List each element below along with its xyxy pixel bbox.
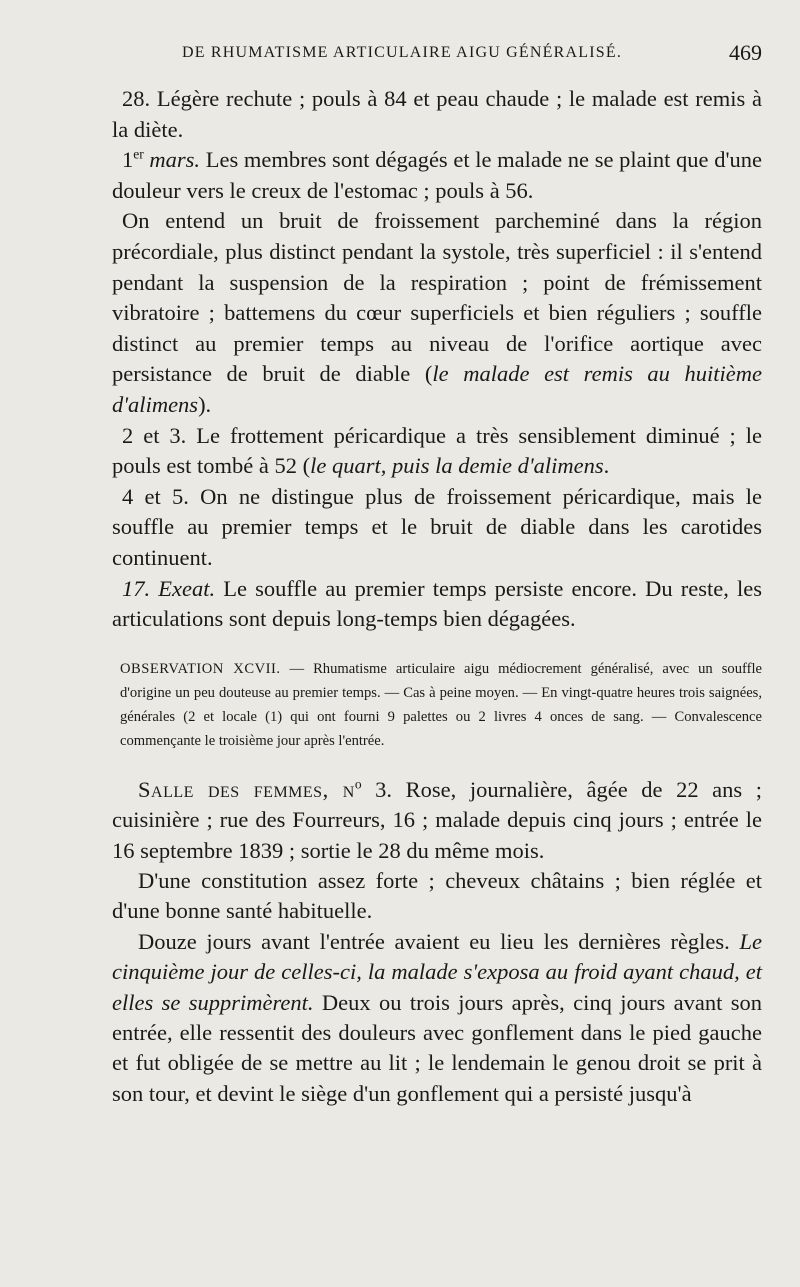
salle-smallcaps: Salle des femmes, n bbox=[138, 776, 355, 802]
paragraph-28: 28. Légère rechute ; pouls à 84 et peau chaude ; le malade est remis à la diète. bbox=[112, 86, 762, 142]
paragraph-text: Douze jours avant l'entrée avaient eu lieu les dernières règles. bbox=[138, 928, 740, 954]
paragraph-1er-mars bbox=[112, 145, 762, 206]
running-title: DE RHUMATISME ARTICULAIRE AIGU GÉNÉRALISÉ. bbox=[181, 44, 623, 61]
running-header bbox=[112, 36, 762, 76]
main-text-part2 bbox=[112, 775, 762, 1109]
italic-note: le malade est remis au huitième d'alimens bbox=[112, 361, 762, 417]
page-number: 469 bbox=[729, 40, 762, 65]
observation-text: — Rhumatisme articulaire aigu médiocrement généralisé, avec un souffle d'origine un peu douteuse au premier temps. — Cas à peine moyen. — En vingt-quatre heures trois saignées, générales (2 et locale (1) qui ont fourni 9 palettes ou 2 livres 4 onces de sang. — Convalescence commençante le troisième jour après l'entrée. bbox=[120, 660, 762, 749]
main-text-part1 bbox=[112, 84, 762, 635]
date-sup: er bbox=[133, 146, 144, 162]
paragraph-2-et-3 bbox=[112, 421, 762, 482]
paragraph-froissement bbox=[112, 206, 762, 420]
paragraph-constitution: D'une constitution assez forte ; cheveux châtains ; bien réglée et d'une bonne santé habituelle. bbox=[112, 867, 762, 924]
paragraph-salle bbox=[112, 775, 762, 866]
date-word: mars. bbox=[149, 147, 201, 173]
observation-summary bbox=[112, 657, 762, 753]
paragraph-17-exeat bbox=[112, 574, 762, 635]
italic-exeat: 17. Exeat. bbox=[122, 575, 216, 601]
paragraph-text: Le souffle au premier temps persiste encore. Du reste, les articulations sont depuis long-temps bien dégagées. bbox=[112, 575, 762, 632]
paragraph-end: . bbox=[603, 453, 610, 479]
italic-passage: Le cinquième jour de celles-ci, la malade s'exposa au froid ayant chaud, et elles se supprimèrent. bbox=[112, 928, 762, 1015]
paragraph-text: On entend un bruit de froissement parcheminé dans la région précordiale, plus distinct pendant la systole, très superficiel : il s'entend pendant la suspension de la respiration ; point de frémissement vibratoire ; battemens du cœur superficiels et bien réguliers ; souffle distinct au premier temps au niveau de l'orifice aortique avec persistance de bruit de diable ( bbox=[112, 208, 762, 387]
paragraph-text: 2 et 3. Le frottement péricardique a très sensiblement diminué ; le pouls est tombé à 52 ( bbox=[112, 422, 762, 479]
paragraph-text: Les membres sont dégagés et le malade ne se plaint que d'une douleur vers le creux de l'estomac ; pouls à 56. bbox=[112, 147, 762, 203]
date-num: 1 bbox=[122, 147, 134, 173]
paragraph-4-et-5: 4 et 5. On ne distingue plus de froissement péricardique, mais le souffle au premier temps et le bruit de diable dans les carotides continuent. bbox=[112, 483, 762, 570]
paragraph-regles bbox=[112, 927, 762, 1109]
observation-title: OBSERVATION XCVII. bbox=[120, 660, 281, 677]
numero-sup: o bbox=[354, 776, 362, 792]
paragraph-end: ). bbox=[198, 391, 212, 417]
paragraph-text-rest: Deux ou trois jours après, cinq jours avant son entrée, elle ressentit des douleurs avec gonflement dans le pied gauche et fut obligée de se mettre au lit ; le lendemain le genou droit se prit à son tour, et devint le siège d'un gonflement qui a persisté jusqu'à bbox=[112, 989, 762, 1106]
italic-note: le quart, puis la demie d'alimens bbox=[310, 453, 604, 479]
paragraph-text: 3. Rose, journalière, âgée de 22 ans ; cuisinière ; rue des Fourreurs, 16 ; malade depuis cinq jours ; entrée le 16 septembre 1839 ; sortie le 28 du même mois. bbox=[112, 776, 763, 863]
